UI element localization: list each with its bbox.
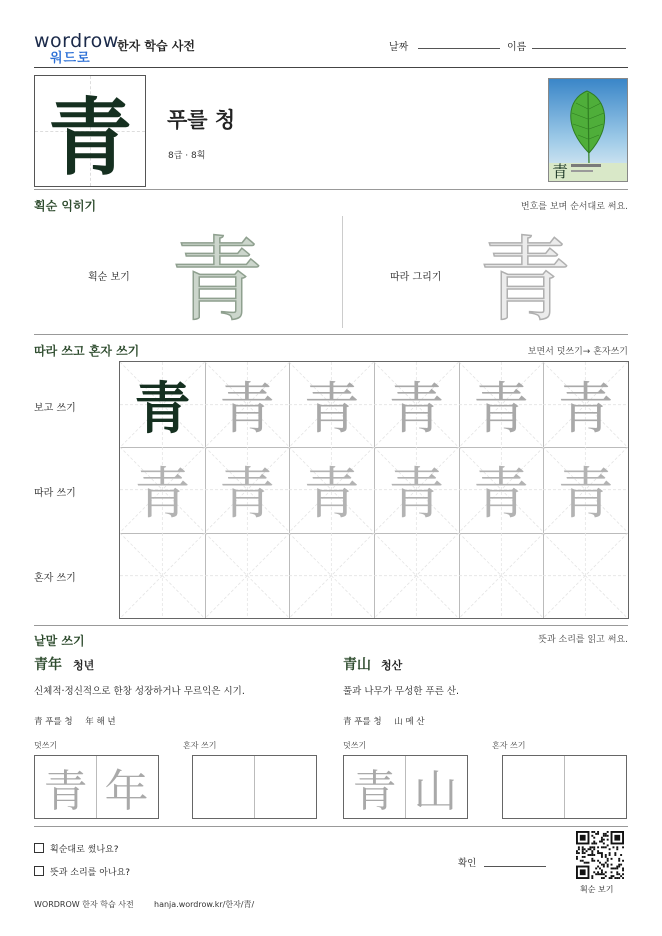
wordrow-logo [34,30,119,66]
gloss-meaning: 메 산 [405,717,425,727]
trace-char: 青 [388,376,445,442]
word2-hanja: 青山 [343,657,371,673]
trace-char: 青 [303,461,360,527]
grid-cell[interactable] [205,533,291,618]
stroke-order-char: 青 [170,227,263,334]
confirm-label: 확인 [458,858,477,869]
trace-char: 青 [557,461,614,527]
check-item[interactable] [34,865,130,878]
word2-gloss [343,715,425,727]
trace-char: 青 [388,461,445,527]
cell-guides [459,533,544,618]
cell-guides [289,533,374,618]
word1-gloss [34,715,116,727]
trace-char: 青 [557,376,614,442]
grid-cell[interactable] [543,533,628,618]
name-field[interactable] [532,48,626,49]
trace-char: 青 [134,461,191,527]
grid-cell[interactable] [120,362,206,448]
date-field[interactable] [418,48,500,49]
word1-alone-label: 혼자 쓰기 [183,741,217,750]
divider [34,826,628,827]
grid-cell[interactable] [205,362,291,448]
cell-guides [374,533,459,618]
date-label: 날짜 [389,42,409,53]
grade-strokes: 8급 · 8획 [168,151,206,161]
divider [34,334,628,335]
cell-guides [205,533,290,618]
checkbox[interactable] [34,843,44,853]
word-section-title: 낱말 쓰기 [34,634,85,648]
gloss-meaning: 푸를 청 [354,717,382,727]
grid-cell[interactable] [459,533,545,618]
gloss-char: 山 [394,717,403,727]
grid-cell[interactable] [543,362,628,448]
stroke-section-note: 번호를 보며 순서대로 써요. [520,202,628,212]
word1-alone-box[interactable] [192,755,317,819]
write-section-title: 따라 쓰고 혼자 쓰기 [34,344,140,358]
row-label-view: 보고 쓰기 [34,403,76,414]
trace-char: 山 [413,766,458,817]
grid-cell[interactable] [459,447,545,533]
svg-text:青: 青 [552,162,569,181]
model-char: 青 [134,375,191,442]
writing-grid [119,361,629,619]
trace-char: 青 [218,376,275,442]
cell-guides [120,533,205,618]
trace-char: 青 [352,766,397,817]
stroke-divider [342,216,343,328]
grid-cell[interactable] [289,447,375,533]
qr-code-icon[interactable] [576,831,624,879]
gloss-char: 青 [34,717,43,727]
trace-label: 따라 그리기 [390,272,442,283]
trace-char: 青 [218,461,275,527]
stroke-section-title: 획순 익히기 [34,199,97,213]
gloss-char: 青 [343,717,352,727]
header-divider [34,67,628,68]
footer-url[interactable]: hanja.wordrow.kr/한자/青/ [154,900,255,909]
word2-reading: 청산 [381,659,403,672]
cell-guides [543,533,628,618]
book-cover-image [548,78,628,182]
divider [34,625,628,626]
write-section-note: 보면서 덧쓰기→ 혼자쓰기 [527,347,628,357]
word-section-note: 뜻과 소리를 읽고 써요. [538,635,628,645]
grid-cell[interactable] [459,362,545,448]
row-label-trace: 따라 쓰기 [34,488,76,499]
row-label-alone: 혼자 쓰기 [34,573,76,584]
word1-reading: 청년 [73,659,95,672]
gloss-char: 年 [85,717,94,727]
check-item[interactable] [34,842,119,855]
qr-caption: 획순 보기 [580,885,614,894]
main-char-box [34,75,146,187]
word1-definition: 신체적·정신적으로 한창 성장하거나 무르익은 시기. [34,686,245,697]
trace-char: 青 [43,766,88,817]
logo-korean: 워드로 [50,51,91,66]
checkbox[interactable] [34,866,44,876]
confirm-field[interactable] [484,866,546,867]
word1-trace-box[interactable] [34,755,159,819]
trace-char: 青 [472,376,529,442]
trace-char: 年 [104,766,149,817]
trace-char[interactable]: 青 [478,227,571,334]
word2-alone-label: 혼자 쓰기 [492,741,526,750]
word1-hanja: 青年 [34,657,62,673]
meaning-sound: 푸를 청 [167,108,236,132]
grid-cell[interactable] [289,362,375,448]
grid-cell[interactable] [120,447,206,533]
check-item-label: 뜻과 소리를 아나요? [50,868,131,878]
logo-wordmark: wordrow [34,30,119,52]
word2-trace-label: 덧쓰기 [343,741,367,750]
gloss-meaning: 해 년 [96,717,116,727]
trace-char: 青 [303,376,360,442]
word1-trace-label: 덧쓰기 [34,741,58,750]
stroke-view-label: 획순 보기 [88,272,130,283]
footer-brand: WORDROW 한자 학습 사전 [34,900,134,909]
name-label: 이름 [507,42,527,53]
grid-cell[interactable] [374,362,460,448]
word2-trace-box[interactable] [343,755,468,819]
grid-cell[interactable] [120,533,206,618]
gloss-meaning: 푸를 청 [45,717,73,727]
grid-cell[interactable] [374,533,460,618]
divider [34,189,628,190]
trace-char: 青 [472,461,529,527]
grid-cell[interactable] [543,447,628,533]
check-item-label: 획순대로 썼나요? [50,845,119,855]
leaf-illustration [549,79,627,181]
grid-cell[interactable] [205,447,291,533]
word2-alone-box[interactable] [502,755,627,819]
grid-cell[interactable] [374,447,460,533]
header-title: 한자 학습 사전 [117,39,195,53]
grid-cell[interactable] [289,533,375,618]
word2-definition: 풀과 나무가 무성한 푸른 산. [343,686,460,697]
main-char: 青 [47,87,132,187]
